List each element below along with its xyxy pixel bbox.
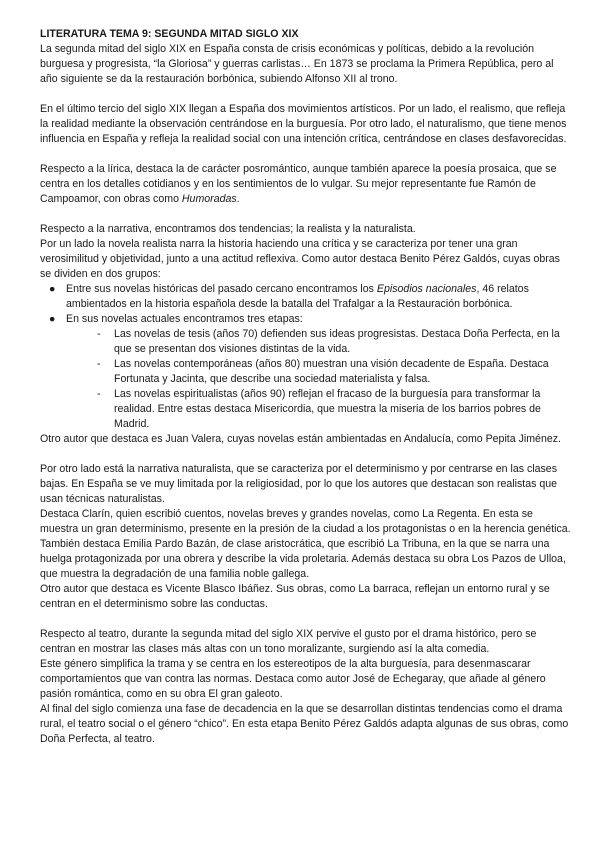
bullet-marker: ● <box>49 313 56 325</box>
paragraph-blasco-ibanez: Otro autor que destaca es Vicente Blasco Ibáñez. Sus obras, como La barraca, reflejan un entorno rural y se centran en el determinismo sobre las conductas. <box>40 583 550 610</box>
dash-marker: - <box>97 358 101 370</box>
list-item-text: En sus novelas actuales encontramos tres etapas: <box>66 313 303 325</box>
sub-list-item-text: Las novelas de tesis (años 70) defienden sus ideas progresistas. Destaca Doña Perfecta, en la que se presentan dos visiones distintas de la vida. <box>114 328 560 355</box>
list-item-text: Entre sus novelas históricas del pasado cercano encontramos los <box>66 283 377 295</box>
paragraph-clarin: Destaca Clarín, quien escribió cuentos, novelas breves y grandes novelas, como La Regenta. En esta se muestra un gran determinismo, presente en la presión de la ciudad a los protagonistas o en la herencia genética. <box>40 508 571 535</box>
paragraph-pardo-bazan: También destaca Emilia Pardo Bazán, de clase aristocrática, que escribió La Tribuna, en la que se narra una huelga protagonizada por una obrera y describe la vida proletaria. Además destaca su obra Los Pazos de Ulloa, que muestra la degradación de una familia noble gallega. <box>40 538 566 580</box>
sub-list-item-text: Las novelas espiritualistas (años 90) reflejan el fracaso de la burguesía para transformar la realidad. Entre estas destaca Misericordia, que muestra la miseria de los barrios pobres de Madrid. <box>114 388 541 430</box>
sub-list-item <box>40 387 572 432</box>
sub-list-item <box>40 357 572 387</box>
paragraph-realist-novel: Por un lado la novela realista narra la historia haciendo una crítica y se caracteriza por tener una gran verosimilitud y objetividad, junto a una actitud reflexiva. Como autor destaca Benito Pérez Galdós, cuyas obras se dividen en dos grupos: <box>40 238 560 280</box>
work-title-episodios: Episodios nacionales <box>376 283 477 295</box>
work-title-humoradas: Humoradas <box>181 193 237 205</box>
bullet-marker: ● <box>49 283 56 295</box>
list-item <box>40 312 572 327</box>
list-item <box>40 282 572 312</box>
paragraph-narrative-intro: Respecto a la narrativa, encontramos dos tendencias; la realista y la naturalista. <box>40 223 416 235</box>
document-title: LITERATURA TEMA 9: SEGUNDA MITAD SIGLO XIX <box>40 28 299 40</box>
paragraph-historical-context: La segunda mitad del siglo XIX en España consta de crisis económicas y políticas, debido a la revolución burguesa y progresista, “la Gloriosa” y guerras carlistas… En 1873 se proclama la Primera República, pero al año siguiente se da la restauración borbónica, subiendo Alfonso XII al trono. <box>40 43 554 85</box>
paragraph-naturalist-narrative: Por otro lado está la narrativa naturalista, que se caracteriza por el determinismo y por centrarse en las clases bajas. En España se ve muy limitada por la religiosidad, por lo que los autores que destacan son realistas que usan técnicas naturalistas. <box>40 463 558 505</box>
paragraph-lyric <box>40 162 572 207</box>
document-page <box>40 27 572 747</box>
paragraph-lyric-text: Respecto a la lírica, destaca la de carácter posromántico, aunque también aparece la poesía prosaica, que se centra en los detalles cotidianos y en los sentimientos de lo vulgar. Su mejor representante fue Ramón de Campoamor, con obras como <box>40 163 557 205</box>
paragraph-theatre: Respecto al teatro, durante la segunda mitad del siglo XIX pervive el gusto por el drama histórico, pero se centran en mostrar las clases más altas con un tono moralizante, surgiendo así la alta comedia. <box>40 628 537 655</box>
paragraph-movements: En el último tercio del siglo XIX llegan a España dos movimientos artísticos. Por un lado, el realismo, que refleja la realidad mediante la observación centrándose en la burguesía. Por otro lado, el naturalismo, que tiene menos influencia en España y refleja la realidad social con una intención crítica, centrándose en clases desfavorecidas. <box>40 103 567 145</box>
dash-marker: - <box>97 388 101 400</box>
paragraph-decadence: Al final del siglo comienza una fase de decadencia en la que se desarrollan distintas tendencias como el drama rural, el teatro social o el género “chico”. En esta etapa Benito Pérez Galdós adapta algunas de sus obras, como Doña Perfecta, al teatro. <box>40 703 569 745</box>
paragraph-lyric-end: . <box>236 193 240 205</box>
dash-marker: - <box>97 328 101 340</box>
paragraph-high-comedy: Este género simplifica la trama y se centra en los estereotipos de la alta burguesía, para desenmascarar comportamientos que van contra las normas. Destaca como autor José de Echegaray, que añade al género pasión romántica, como en su obra El gran galeoto. <box>40 658 546 700</box>
sub-list-item <box>40 327 572 357</box>
paragraph-valera: Otro autor que destaca es Juan Valera, cuyas novelas están ambientadas en Andalucía, como Pepita Jiménez. <box>40 433 561 445</box>
list-item-text-end: , 46 relatos ambientados en la historia española desde la batalla del Trafalgar a la Restauración borbónica. <box>66 283 529 310</box>
sub-list-item-text: Las novelas contemporáneas (años 80) muestran una visión decadente de España. Destaca Fortunata y Jacinta, que describe una sociedad materialista y falsa. <box>114 358 549 385</box>
